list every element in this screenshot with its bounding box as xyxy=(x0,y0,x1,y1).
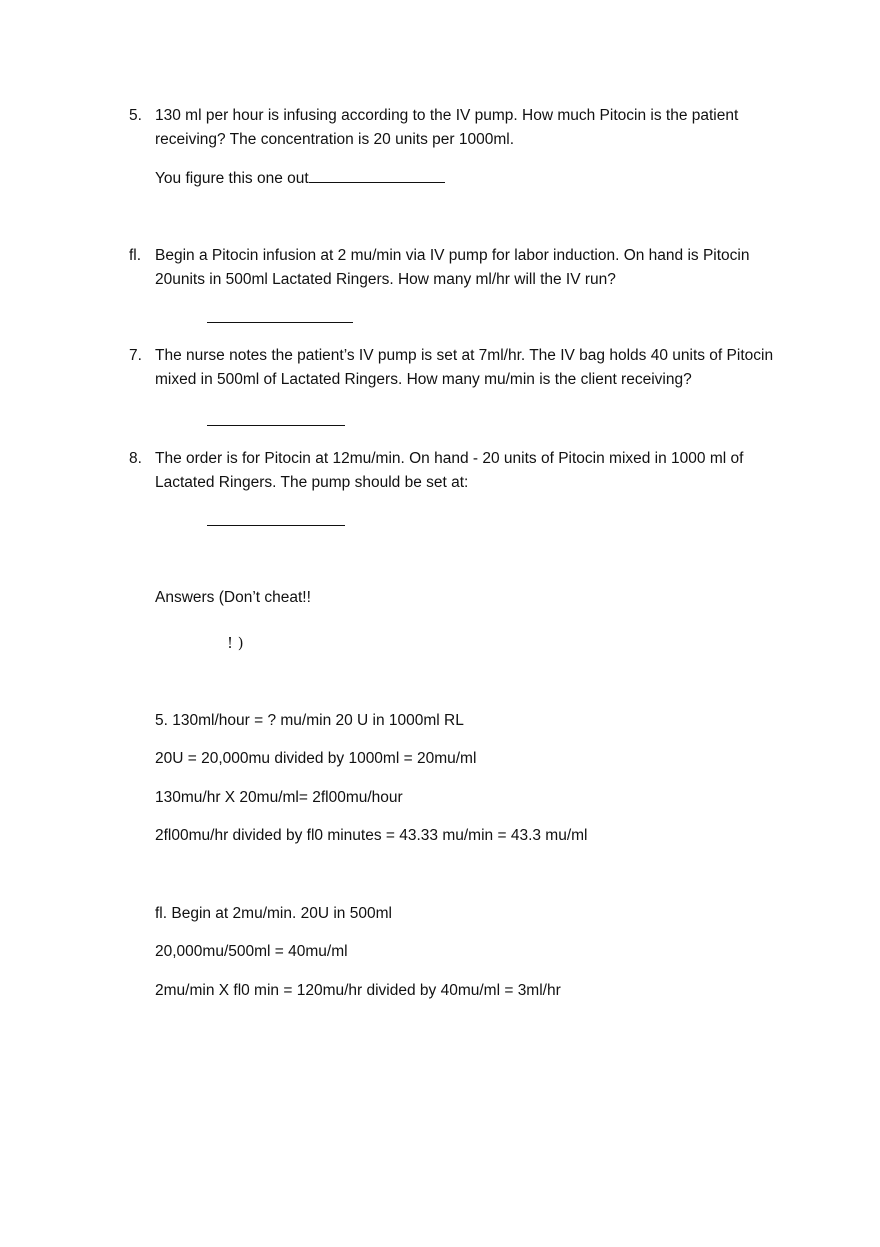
question-text: 130 ml per hour is infusing according to the IV pump. How much Pitocin is the patient receiving? The concentration is 20 units per 1000ml. xyxy=(155,107,739,148)
answer-5-line-1: 5. 130ml/hour = ? mu/min 20 U in 1000ml RL xyxy=(155,712,464,729)
answers-mark: ! ) xyxy=(227,634,244,652)
answer-6-line-2: 20,000mu/500ml = 40mu/ml xyxy=(155,943,348,960)
prompt-text: You figure this one out xyxy=(155,170,309,187)
answer-blank xyxy=(207,322,353,323)
answer-blank xyxy=(207,525,345,526)
answer-blank xyxy=(207,425,345,426)
question-5-prompt xyxy=(155,168,445,189)
answer-5-line-2: 20U = 20,000mu divided by 1000ml = 20mu/ml xyxy=(155,750,477,767)
answer-6-line-3: 2mu/min X fl0 min = 120mu/hr divided by 40mu/ml = 3ml/hr xyxy=(155,982,561,999)
answer-6-line-1: fl. Begin at 2mu/min. 20U in 500ml xyxy=(155,905,392,922)
answer-5-line-4: 2fl00mu/hr divided by fl0 minutes = 43.33 mu/min = 43.3 mu/ml xyxy=(155,827,588,844)
answer-5-line-3: 130mu/hr X 20mu/ml= 2fl00mu/hour xyxy=(155,789,403,806)
question-text: The nurse notes the patient’s IV pump is set at 7ml/hr. The IV bag holds 40 units of Pitocin mixed in 500ml of Lactated Ringers. How many mu/min is the client receiving? xyxy=(155,347,774,388)
answer-blank xyxy=(309,168,445,183)
question-number: 5. xyxy=(129,107,142,124)
question-text: The order is for Pitocin at 12mu/min. On hand - 20 units of Pitocin mixed in 1000 ml of Lactated Ringers. The pump should be set at: xyxy=(155,450,744,491)
question-text: Begin a Pitocin infusion at 2 mu/min via IV pump for labor induction. On hand is Pitocin 20units in 500ml Lactated Ringers. How many ml/hr will the IV run? xyxy=(155,247,750,288)
question-number: 7. xyxy=(129,347,142,364)
question-number: fl. xyxy=(129,247,142,264)
question-number: 8. xyxy=(129,450,142,467)
answers-heading: Answers (Don’t cheat!! xyxy=(155,589,311,606)
